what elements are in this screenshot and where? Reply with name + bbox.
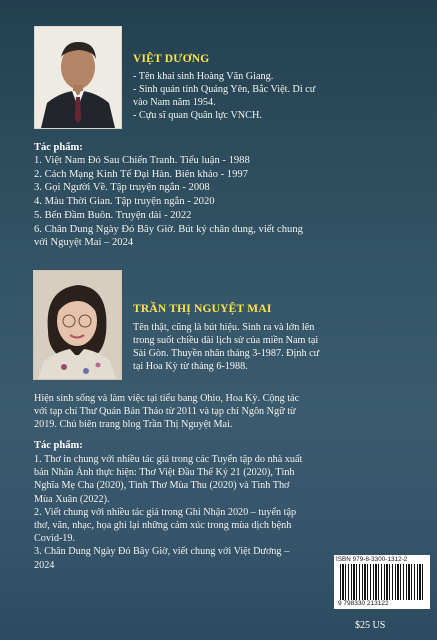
works-heading-nguyet-mai: Tác phẩm:: [34, 440, 83, 451]
work-item: 2. Cách Mạng Kinh Tế Đại Hàn. Biên khảo - 1997: [34, 168, 248, 180]
barcode-bars: [340, 564, 424, 600]
work-item: 4. Màu Thời Gian. Tập truyện ngắn - 2020: [34, 196, 215, 208]
works-list-nguyet-mai: [34, 453, 302, 572]
work-item: Nghĩa Mẹ Cha (2020), Tình Thơ Mùa Thu (2020) và Tình Thơ: [34, 480, 290, 492]
bio-line: Sài Gòn. Thuyền nhân tháng 3-1987. Định cư: [133, 348, 320, 359]
author-bio-nguyet-mai: [133, 321, 319, 373]
bio-line: Tên thật, cũng là bút hiệu. Sinh ra và lớn lên: [133, 322, 315, 333]
bio-line: vào Nam năm 1954.: [133, 97, 216, 108]
bio-line: - Sinh quán tỉnh Quảng Yên, Bắc Việt. Di cư: [133, 84, 316, 95]
work-item: bản Nhân Ảnh thực hiện: Thơ Việt Đầu Thế Kỷ 21 (2020), Tình: [34, 467, 295, 479]
work-item: thơ, văn, nhạc, họa ghi lại những cảm xúc trong mùa dịch bệnh: [34, 520, 292, 532]
author-name-viet-duong: VIỆT DƯƠNG: [133, 53, 210, 65]
bio-line: tại Hoa Kỳ từ tháng 6-1988.: [133, 361, 248, 372]
work-item: 3. Gọi Người Về. Tập truyện ngắn - 2008: [34, 182, 210, 194]
author-name-nguyet-mai: TRẦN THỊ NGUYỆT MAI: [133, 303, 272, 315]
work-item: 2. Viết chung với nhiều tác giả trong Ghi Nhận 2020 – tuyển tập: [34, 506, 297, 518]
barcode-number: 9 798330 213122: [338, 600, 389, 607]
isbn-barcode: [334, 555, 430, 609]
isbn-label: ISBN 979-8-3300-1312-2: [336, 556, 408, 563]
work-item: 1. Việt Nam Đó Sau Chiến Tranh. Tiểu luận - 1988: [34, 155, 250, 166]
works-list-viet-duong: [34, 154, 303, 250]
paragraph-line: với tạp chí Thư Quán Bản Thảo từ 2011 và tạp chí Ngôn Ngữ từ: [34, 406, 296, 418]
price-label: $25 US: [355, 620, 386, 631]
author-photo-viet-duong: [34, 26, 122, 129]
work-item: với Nguyệt Mai – 2024: [34, 237, 134, 249]
works-heading-viet-duong: Tác phẩm:: [34, 142, 83, 153]
bio-line: trong suốt chiều dài lịch sử của miền Nam tại: [133, 335, 319, 346]
author-paragraph-nguyet-mai: [34, 392, 299, 432]
bio-line: - Cựu sĩ quan Quân lực VNCH.: [133, 110, 262, 121]
work-item: Mùa Xuân (2022).: [34, 493, 110, 505]
work-item: Covid-19.: [34, 533, 76, 545]
work-item: 5. Bến Đầm Buôn. Truyện dài - 2022: [34, 209, 192, 221]
author-photo-nguyet-mai: [33, 270, 122, 380]
work-item: 1. Thơ in chung với nhiều tác giả trong các Tuyển tập do nhà xuất: [34, 454, 303, 465]
paragraph-line: 2019. Chủ biên trang blog Trần Thị Nguyệt Mai.: [34, 419, 233, 431]
bio-line: - Tên khai sinh Hoàng Văn Giang.: [133, 71, 274, 82]
work-item: 2024: [34, 559, 55, 571]
work-item: 3. Chân Dung Ngày Đó Bây Giờ, viết chung với Việt Dương –: [34, 546, 290, 558]
paragraph-line: Hiện sinh sống và làm việc tại tiểu bang Ohio, Hoa Kỳ. Cộng tác: [34, 393, 300, 404]
work-item: 6. Chân Dung Ngày Đó Bây Giờ. Bút ký chân dung, viết chung: [34, 223, 303, 235]
author-bio-viet-duong: [133, 70, 315, 122]
